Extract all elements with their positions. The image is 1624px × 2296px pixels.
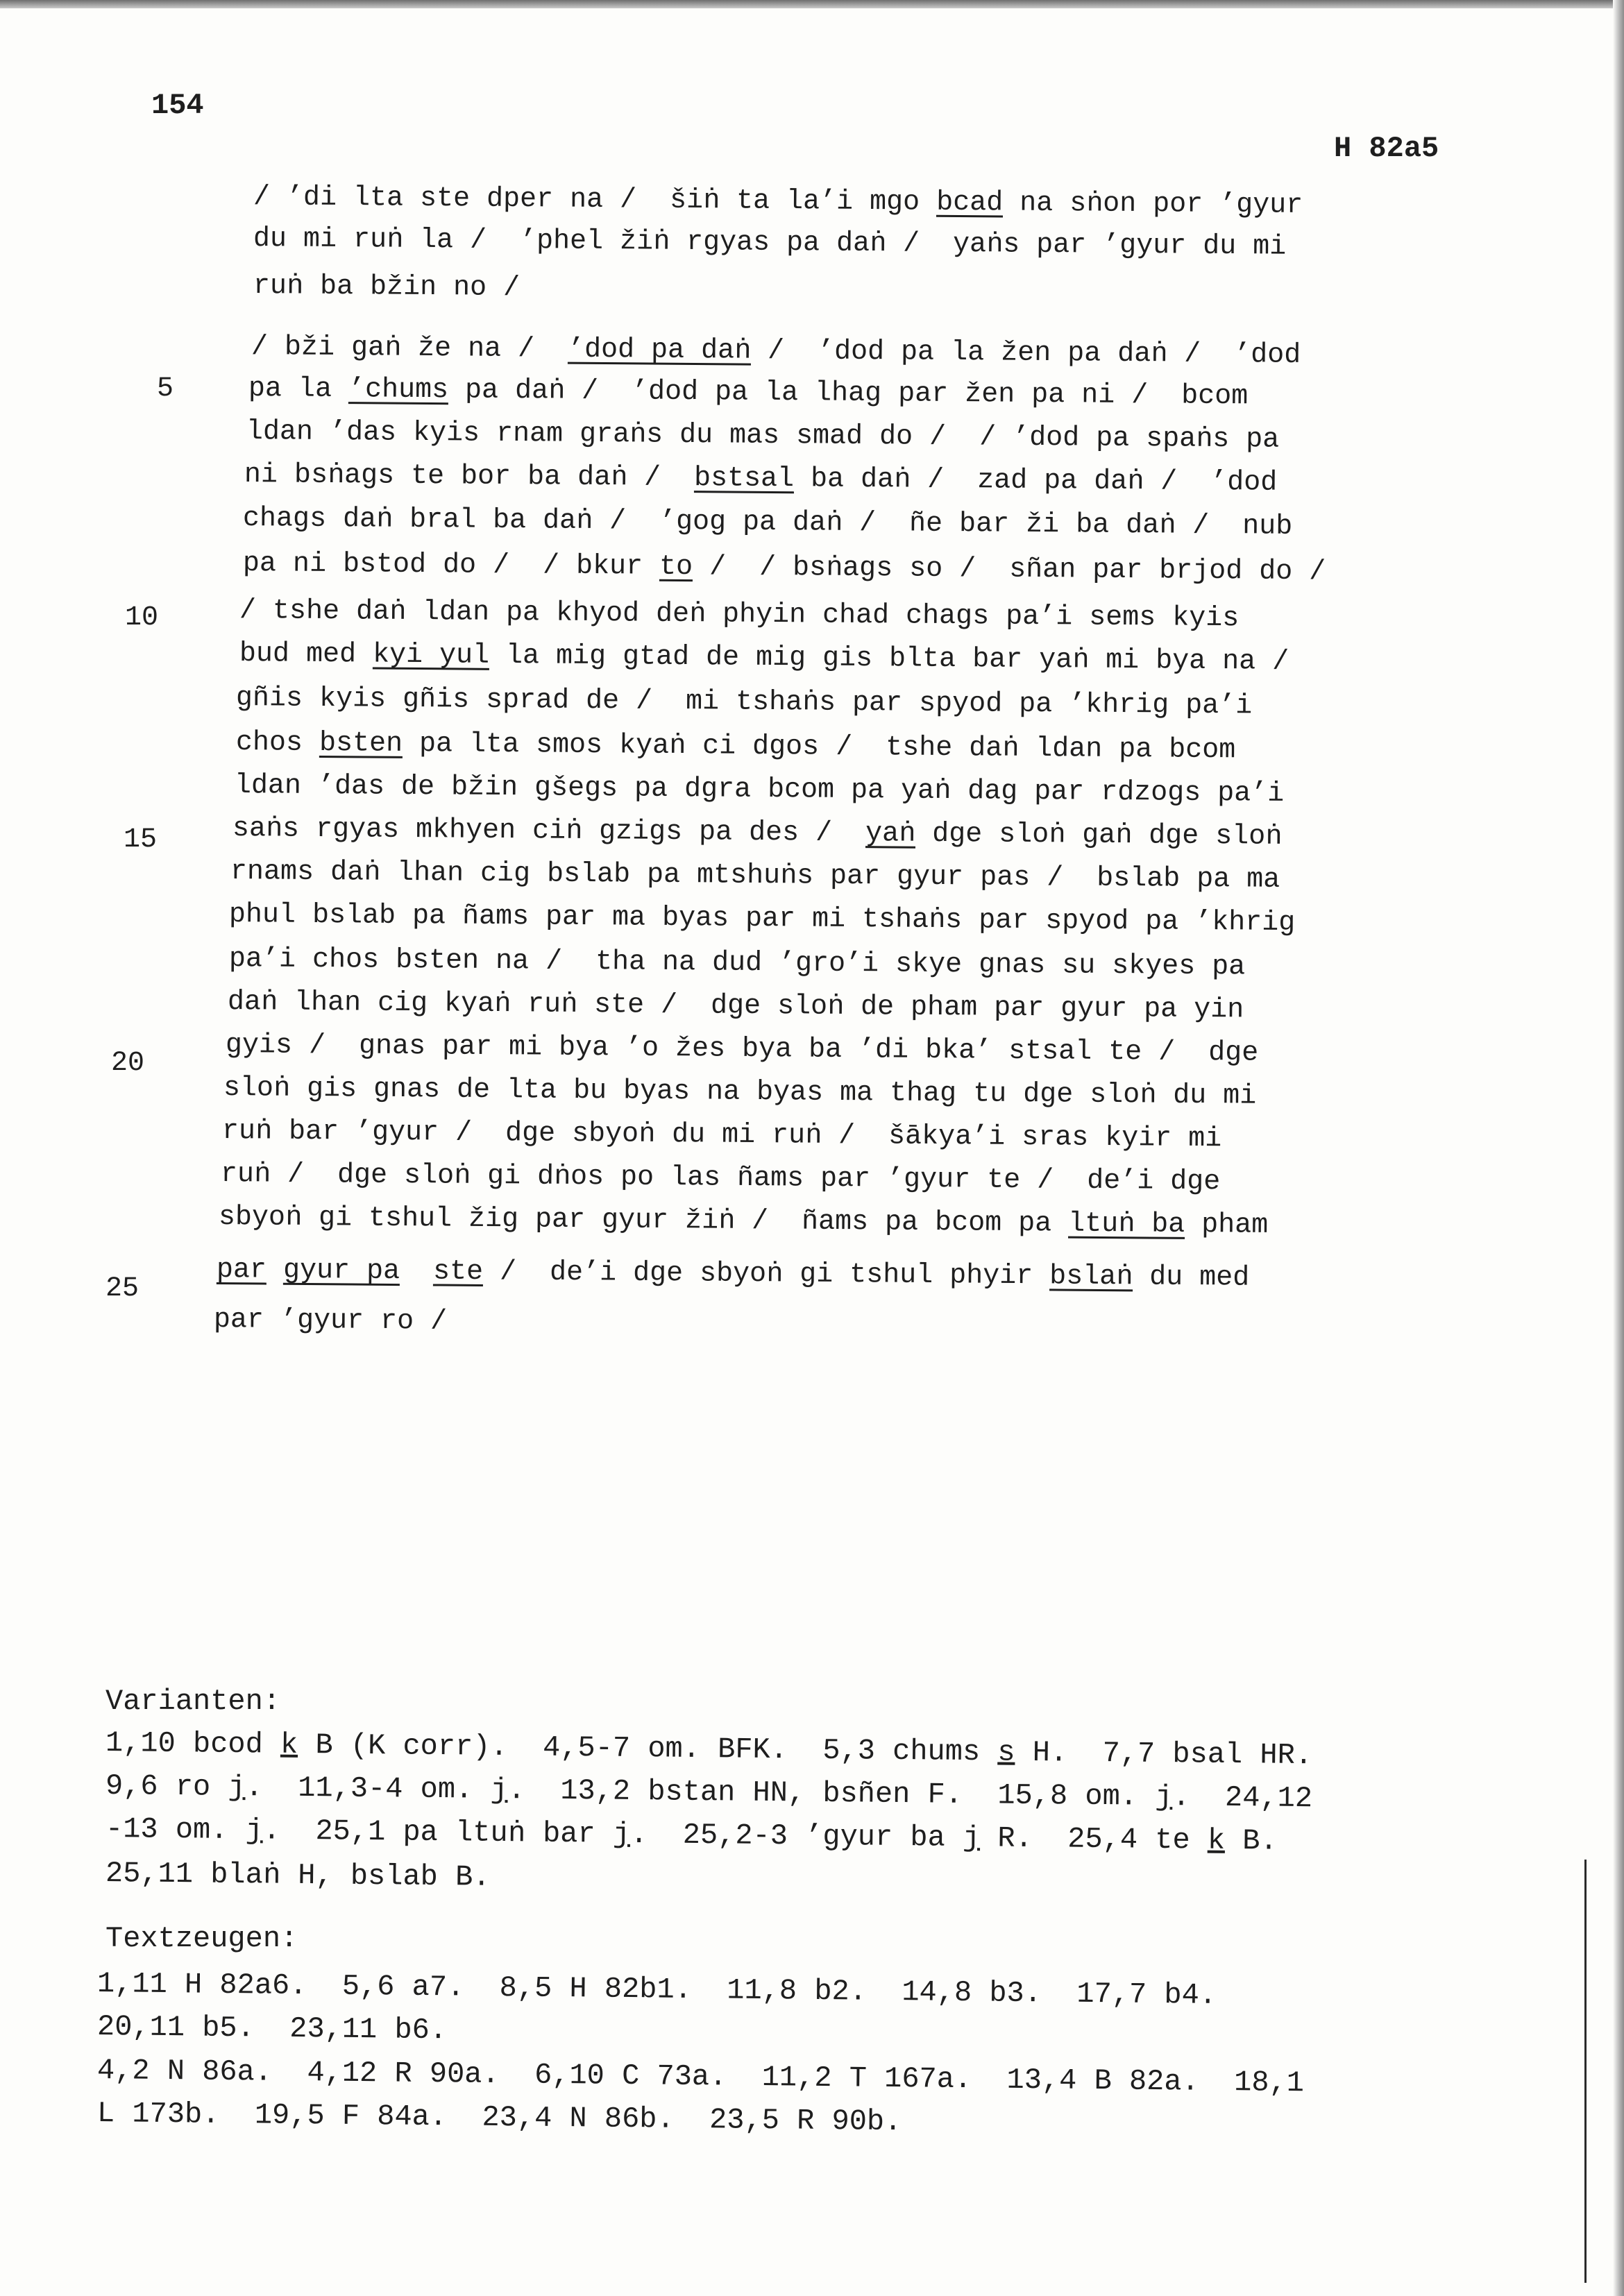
underlined-word: ste <box>432 1256 484 1289</box>
underlined-word: yaṅ <box>865 818 916 850</box>
underlined-word: j <box>245 1814 264 1848</box>
text-line <box>228 987 1244 1026</box>
line-number: 10 <box>125 602 159 633</box>
text-segment: ldan ’das de bžin gšegs pa dgra bcom pa yaṅ dag par rdzogs pa’i <box>234 770 1285 810</box>
text-segment: / tshe daṅ ldan pa khyod deṅ phyin chad chags pa’i sems kyis <box>239 595 1240 635</box>
text-segment: / bži gaṅ že na / <box>251 332 568 366</box>
text-segment: . 13,2 bstan HN, bsñen F. 15,8 om. <box>507 1774 1156 1814</box>
text-line <box>239 638 1289 678</box>
text-line <box>253 223 1287 263</box>
text-segment: . 25,2-3 ’gyur ba <box>629 1817 963 1855</box>
text-line <box>235 770 1285 810</box>
text-segment: ni bsṅags te bor ba daṅ / <box>244 459 695 495</box>
text-line <box>243 548 1326 588</box>
underlined-word: ’chums <box>348 374 449 407</box>
text-segment: R. 25,4 te <box>979 1821 1208 1857</box>
text-segment: chags daṅ bral ba daṅ / ’gog pa daṅ / ñe bar ži ba daṅ / nub <box>242 503 1293 543</box>
line-number: 20 <box>111 1048 145 1079</box>
line-number: 5 <box>157 373 174 405</box>
underlined-word: bcad <box>936 187 1004 219</box>
text-line <box>239 595 1240 634</box>
text-segment: H. 7,7 bsal HR. <box>1015 1735 1313 1773</box>
text-segment: B. <box>1224 1823 1278 1858</box>
text-segment: pa daṅ / ’dod pa la lhag par žen pa ni / bcom <box>448 375 1249 413</box>
text-segment: rnams daṅ lhan cig bslab pa mtshuṅs par gyur pas / bslab pa ma <box>230 856 1280 896</box>
text-segment: 1,10 bcod <box>105 1726 281 1762</box>
text-segment: na sṅon por ’gyur <box>1002 187 1303 221</box>
text-segment: 1,11 H 82a6. 5,6 a7. 8,5 H 82b1. 11,8 b2. 14,8 b3. 17,7 b4. <box>96 1967 1217 2012</box>
text-segment <box>400 1256 433 1287</box>
text-line <box>232 813 1283 853</box>
text-line <box>222 1116 1222 1155</box>
text-line <box>253 182 1303 221</box>
text-segment: ruṅ / dge sloṅ gi dṅos po las ñams par ’gyur te / de’i dge <box>220 1159 1221 1198</box>
text-line <box>230 856 1280 896</box>
underlined-word: k <box>1207 1823 1226 1857</box>
text-segment: pham <box>1185 1209 1269 1241</box>
text-segment: . 11,3-4 om. <box>245 1771 491 1807</box>
text-segment: pa’i chos bsten na / tha na dud ’gro’i skye gnas su skyes pa <box>228 944 1246 983</box>
textzeugen-heading: Textzeugen: <box>105 1922 298 1955</box>
underlined-word: to <box>659 551 693 584</box>
text-line <box>236 727 1236 766</box>
text-segment: 4,2 N 86a. 4,12 R 90a. 6,10 C 73a. 11,2 T 167a. 13,4 B 82a. 18,1 <box>96 2054 1305 2100</box>
line-number: 15 <box>124 824 158 856</box>
text-segment: / / bsṅags so / sñan par brjod do / <box>692 552 1326 588</box>
text-segment: sloṅ gis gnas de lta bu byas na byas ma thag tu dge sloṅ du mi <box>223 1073 1257 1112</box>
underlined-word: kyi yul <box>372 639 490 672</box>
apparatus-line <box>105 1726 1313 1772</box>
underlined-word: ltuṅ ba <box>1067 1208 1185 1241</box>
text-segment: ba daṅ / zad pa daṅ / ’dod <box>793 464 1278 499</box>
text-segment: 20,11 b5. 23,11 b6. <box>96 2010 448 2048</box>
underlined-word: bslaṅ <box>1049 1261 1133 1293</box>
text-segment: ruṅ ba bžin no / <box>253 271 521 305</box>
page-number: 154 <box>151 89 204 122</box>
text-segment: 9,6 ro <box>105 1769 228 1804</box>
text-segment: saṅs rgyas mkhyen ciṅ gzigs pa des / <box>232 813 866 850</box>
text-segment: 25,11 blaṅ H, bslab B. <box>105 1857 491 1894</box>
text-line <box>219 1202 1269 1241</box>
text-segment: L 173b. 19,5 F 84a. 23,4 N 86b. 23,5 R 90b. <box>96 2097 902 2139</box>
underlined-word: j <box>490 1773 508 1808</box>
text-segment: daṅ lhan cig kyaṅ ruṅ ste / dge sloṅ de pham par gyur pa yin <box>227 987 1244 1026</box>
underlined-word: j <box>612 1817 631 1851</box>
underlined-word: bsten <box>319 727 403 760</box>
text-line <box>214 1304 447 1338</box>
text-line <box>246 416 1280 456</box>
text-segment: dge sloṅ gaṅ dge sloṅ <box>915 818 1283 853</box>
text-segment: ruṅ bar ’gyur / dge sbyoṅ du mi ruṅ / šākya’i sras kyir mi <box>221 1116 1222 1155</box>
apparatus-line <box>105 1812 1278 1858</box>
apparatus-line <box>105 1857 491 1894</box>
text-segment: . 25,1 pa ltuṅ bar <box>262 1814 614 1851</box>
text-line <box>253 271 520 304</box>
underlined-word: j <box>962 1821 981 1855</box>
text-segment: -13 om. <box>105 1812 246 1848</box>
varianten-heading: Varianten: <box>105 1685 281 1718</box>
text-segment: gñis kyis gñis sprad de / mi tshaṅs par spyod pa ’khrig pa’i <box>235 683 1253 722</box>
underlined-word: k <box>280 1728 298 1762</box>
underlined-word: bstsal <box>693 463 795 495</box>
text-segment: pa lta smos kyaṅ ci dgos / tshe daṅ ldan pa bcom <box>402 728 1236 767</box>
text-segment: pa ni bstod do / / bkur <box>242 548 660 583</box>
apparatus-line <box>97 1967 1217 2012</box>
text-segment: la mig gtad de mig gis blta bar yaṅ mi bya na / <box>489 640 1289 678</box>
underlined-word: j <box>228 1770 246 1805</box>
text-line <box>226 1030 1259 1069</box>
underlined-word: ’dod pa daṅ <box>567 334 752 367</box>
text-segment: pa la <box>248 373 349 406</box>
text-segment: . 24,12 <box>1172 1780 1313 1816</box>
apparatus-line <box>97 2010 448 2047</box>
text-segment: gyis / gnas par mi bya ’o žes bya ba ’di bka’ stsal te / dge <box>225 1030 1259 1069</box>
text-segment: ldan ’das kyis rnam graṅs du mas smad do / / ’dod pa spaṅs pa <box>246 416 1280 456</box>
text-segment: B (K corr). 4,5-7 om. BFK. 5,3 chums <box>297 1728 998 1769</box>
text-line <box>223 1073 1257 1112</box>
apparatus-line <box>97 2054 1305 2100</box>
text-segment: / ’dod pa la žen pa daṅ / ’dod <box>750 335 1301 371</box>
scan-right-edge <box>1613 0 1624 2296</box>
text-line <box>244 459 1278 499</box>
manuscript-reference: H 82a5 <box>1334 132 1439 165</box>
text-segment <box>267 1255 283 1286</box>
text-segment: bud med <box>239 638 373 671</box>
text-segment: / ’di lta ste dper na / šiṅ ta la’i mgo <box>253 182 937 219</box>
apparatus-line <box>105 1769 1313 1815</box>
text-segment: du mi ruṅ la / ’phel žiṅ rgyas pa daṅ / yaṅs par ’gyur du mi <box>253 223 1287 263</box>
text-segment: chos <box>235 727 320 759</box>
binding-line <box>1584 1860 1587 2283</box>
underlined-word: j <box>1154 1780 1173 1814</box>
text-line <box>236 683 1253 722</box>
text-segment: sbyoṅ gi tshul žig par gyur žiṅ / ñams pa bcom pa <box>218 1202 1069 1240</box>
line-number: 25 <box>105 1273 139 1304</box>
text-line <box>229 899 1296 939</box>
text-segment: / de’i dge sbyoṅ gi tshul phyir <box>482 1257 1050 1293</box>
text-segment: phul bslab pa ñams par ma byas par mi tshaṅs par spyod pa ’khrig <box>228 899 1296 939</box>
underlined-word: s <box>997 1735 1015 1769</box>
text-line <box>248 373 1249 412</box>
text-segment: du med <box>1133 1261 1250 1294</box>
scan-top-edge <box>0 0 1624 8</box>
text-line <box>243 503 1293 543</box>
text-line <box>229 944 1246 983</box>
underlined-word: par <box>216 1255 267 1286</box>
text-line <box>251 332 1301 371</box>
text-line <box>217 1255 1250 1294</box>
text-line <box>221 1159 1221 1198</box>
text-segment: par ’gyur ro / <box>213 1304 448 1338</box>
apparatus-line <box>97 2097 902 2138</box>
underlined-word: gyur pa <box>282 1255 400 1288</box>
